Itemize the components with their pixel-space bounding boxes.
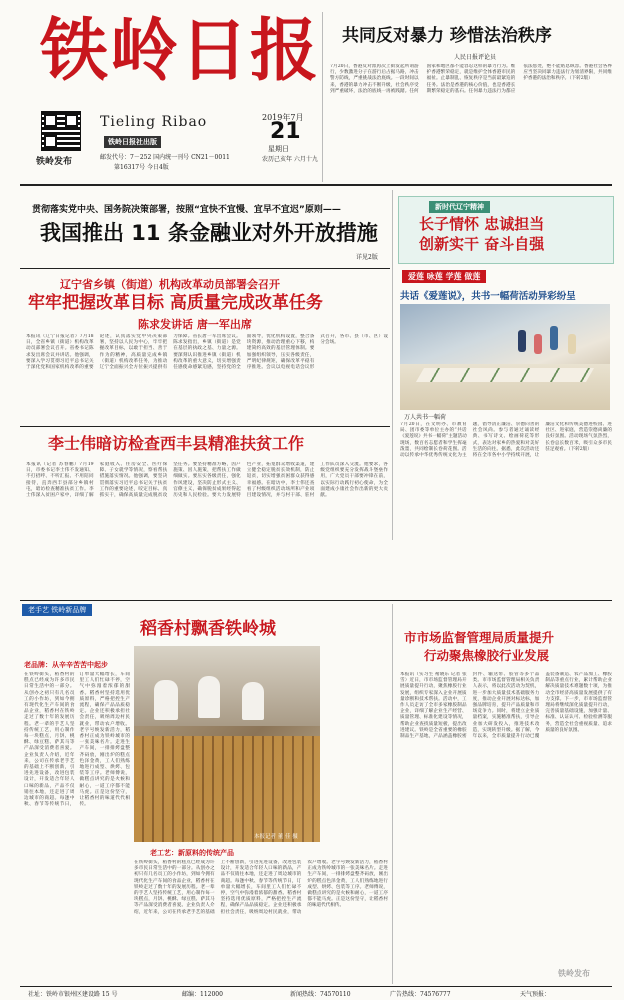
- footer-hotline: 新闻热线：74570110: [290, 991, 351, 998]
- footer-watermark: 铁岭发布: [558, 969, 590, 978]
- masthead-publisher: 铁岭日报社出版: [104, 136, 161, 148]
- lunar-date: 农历己亥年 六月十九: [262, 156, 318, 163]
- masthead-title: 铁岭日报: [40, 11, 321, 91]
- commentary-body: 7月20日，香港反对派再次上街发起所谓游行，少数激进分子在游行后占据马路，冲击警方防线，严重挑战法治底线。一段时间以来，香港的暴力冲击不断升级，社会秩序受到严重破坏，法治的底线一再被践踏。任何国家和地区都不能容忍这样的暴力行为。维护香港繁荣稳定，就是维护全体香港市民的福祉。止暴制乱、恢复秩序是当前最紧迫的任务。法治是香港的核心价值，也是香港长期繁荣稳定的基石。任何暴力违法行为都应依法惩处，绝不能姑息纵容。香港社会各界应当坚决同暴力违法行为划清界限，共同维护香港的法治和秩序。（下转2版）: [330, 64, 612, 94]
- qr-caption: 铁岭发布: [36, 157, 73, 167]
- footer-zip: 邮编：112000: [182, 991, 223, 998]
- reform-headline: 牢牢把握改革目标 高质量完成改革任务: [28, 293, 323, 313]
- issue-number: 第16317号 今日4版: [114, 164, 169, 171]
- lotus-photo-caption: 万人共书一幅荷: [404, 414, 447, 421]
- volunteer-headline: 共话《爱莲说》，共书一幅荷活动异彩纷呈: [400, 291, 576, 302]
- market-headline-1: 市市场监督管理局质量提升: [404, 630, 555, 645]
- volunteer-body: 7月20日，在文明办、市教育局、团市委等单位主办的“共话《爱莲说》共书一幅荷”主题活动现场，数百名志愿者和学生挥毫泼墨，共同绘制长卷荷花图。活动以传承中华优秀传统文化为主题，倡导清正廉洁、崇德向善的社会风尚。参与者通过诵读经典、书写诗文、绘画荷花等形式，表达对家乡的热爱和对美好生活的向往。据悉，此次活动还将在全市各中小学持续开展，让廉洁文化和传统美德进校园、进社区、进家庭，营造崇德尚廉的良好氛围。活动现场气氛热烈，长卷总长数百米，吸引众多市民驻足观看。（下转2版）: [400, 422, 612, 459]
- volunteer-label: 爱莲 咏莲 学莲 做莲: [402, 270, 486, 283]
- poverty-headline: 李士伟暗访检查西丰县精准扶贫工作: [48, 434, 305, 453]
- bakery-photo-caption: 本报记者 董 佳 摄: [254, 834, 298, 840]
- banner-kicker: 贯彻落实党中央、国务院决策部署，按照“宜快不宜慢、宜早不宜迟”原则——: [32, 205, 341, 215]
- side-promo-line2: 创新实干 奋斗自强: [419, 235, 545, 253]
- date-day: 21: [270, 119, 301, 144]
- poverty-body: 本报讯（记者 苏春鹏）7月19日，市委书记李士伟不发通知、不打招呼、不听汇报、不用陪同接待，直奔西丰县部分乡镇村屯，暗访检查精准扶贫工作。李士伟深入贫困户家中，详细了解家庭收入、住房安全、医疗保障、子女就学等情况，察看帮扶措施落实情况。他强调，要坚决贯彻落实习近平总书记关于扶贫工作的重要论述，咬定目标、真抓实干，确保高质量完成脱贫攻坚任务。要坚持精准方略，因户施策、因人施策，把帮扶工作做细做实。要压实各级责任，强化作风建设，坚决防止形式主义、官僚主义，确保脱贫成果经得起历史和人民检验。要大力发展特色产业，拓宽群众增收渠道，建立健全稳定脱贫长效机制，防止返贫，切实增强贫困群众获得感幸福感。在暗访中，李士伟还查看了村级组织活动场所和产业项目建设情况，并与村干部、驻村工作队员深入交流。他要求，各级党组织要充分发挥战斗堡垒作用，广大党员干部要冲锋在前，以实际行动践行初心使命，为全面建成小康社会作出新的更大贡献。: [26, 462, 388, 499]
- bakery-photo: [134, 646, 320, 842]
- side-promo-label: 新时代辽宁精神: [429, 201, 490, 213]
- footer-address: 社址：铁岭市银州区建设路 15 号: [28, 991, 118, 998]
- feature-section-tag: 老手艺 铁岭新品牌: [22, 604, 92, 616]
- reform-kicker: 辽宁省乡镇（街道）机构改革动员部署会召开: [60, 278, 280, 291]
- market-body: 本报讯（实习生 褚晓东 记者 张雪）近日，市市场监督管理局开展质量提升行动，聚焦橡胶行业发展，组织专家深入企业开展质量诊断和技术帮扶。活动中，工作人员走访了全市多家橡胶制品企业，详细了解企业生产经营、质量管理、标准化建设等情况，帮助企业查找质量短板，提出改进建议。铁岭是全省重要的橡胶制品生产基地，产品涵盖橡胶密封件、输送带、胶管等多个品类。市市场监督管理局相关负责人表示，将以此次活动为契机，进一步加大质量技术基础服务力度，推动企业开展对标达标，加强品牌培育，提升产品质量和市场竞争力。同时，将建立企业质量档案，实施精准帮扶，引导企业加大研发投入，推进技术改造，实现转型升级。据了解，今年以来，全市质量提升行动已覆盖装备制造、农产品加工、橡胶制品等重点行业，累计帮助企业解决质量技术难题数十项，为推动全市经济高质量发展提供了有力支撑。下一步，市市场监督管理局将继续深化质量提升行动，完善质量基础设施，加强计量、标准、认证认可、检验检测等服务，营造全社会重视质量、追求质量的良好氛围。: [400, 672, 612, 740]
- date-year-month: 2019年7月: [262, 113, 304, 122]
- footer-weather: 天气预报：: [520, 991, 551, 998]
- market-headline-2: 行动聚焦橡胶行业发展: [424, 648, 550, 663]
- weekday: 星期日: [268, 145, 289, 153]
- feature-body-left: 在铁岭街头，稻香村的糕点已经成为许多市民日常生活中的一部分。从创办之初只有几名员工的小作坊，到如今拥有现代化生产车间的食品企业，稻香村在铁岭走过了数十年的发展历程。老一辈的手艺人坚持传统工艺，用心制作每一块糕点，月饼、桃酥、绿豆糕、萨其马等产品深受消费者喜爱。企业负责人介绍，近年来，公司在传承老手艺的基础上不断创新，引进先进设备，改进包装设计，开发适合年轻人口味的新品，产品不仅销往本地，还走进了周边城市的商超。每逢中秋、春节等传统节日，订单量大幅增长，车间里工人们忙碌不停，空气中弥漫着浓郁的甜香。稻香村坚持选用优质原料，严格把控生产流程，确保产品品质稳定。企业还积极承担社会责任，吸纳周边村民就业，带动农户增收。老字号焕发新活力，稻香村正成为铁岭城市的一张美味名片。走进生产车间，一排排烤盘整齐码放，刚出炉的糕点色泽金黄，工人们熟练地进行成型、烘烤、包装等工序。老师傅说，做糕点讲究的是火候和耐心，一道工序都不能马虎。正是这份坚守，让稻香村的味道代代相传。: [24, 672, 130, 808]
- footer-ad-phone: 广告热线：74576777: [390, 991, 451, 998]
- qr-code[interactable]: [42, 112, 80, 150]
- masthead-pinyin: Tieling Ribao: [100, 114, 208, 130]
- side-promo: [398, 196, 614, 264]
- reform-body: 本报讯（辽宁日报记者）7月18日，全省乡镇（街道）机构改革动员部署会议召开。省委书记陈求发出席会议并讲话。他强调，要深入学习贯彻习近平总书记关于深化党和国家机构改革的重要论述，认真落实党中央决策部署，坚持以人民为中心，牢牢把握改革目标，以敢于担当、善于作为的精神，高质量完成乡镇（街道）机构改革任务，为推动辽宁全面振兴全方位振兴提供有力保障。省长唐一军出席会议。陈求发指出，乡镇（街道）是党在基层的执政之基、力量之源。要深刻认识推进乡镇（街道）机构改革的重大意义，切实增强责任感使命感紧迫感，坚持党的全面领导，优化机构设置，整合条块资源，推动治理重心下移，构建简约高效的基层管理体制。要加强组织领导，压实各级责任，严明纪律规矩，确保改革平稳有序推进。会议以电视电话会议形式召开，各市、县（市、区）设分会场。: [26, 334, 388, 371]
- commentary-source: 人民日报评论员: [454, 54, 497, 61]
- feature-headline: 稻香村飘香铁岭城: [140, 619, 276, 639]
- feature-subhead-1: 老品牌：从辛辛苦苦中起步: [24, 661, 108, 669]
- reform-subhead: 陈求发讲话 唐一军出席: [138, 318, 252, 331]
- banner-continued: 详见2版: [356, 254, 378, 261]
- side-promo-line1: 长子情怀 忠诚担当: [419, 215, 545, 233]
- banner-headline: 我国推出 11 条金融业对外开放措施: [40, 221, 378, 245]
- lotus-event-photo: [400, 304, 610, 410]
- commentary-headline: 共同反对暴力 珍惜法治秩序: [342, 26, 552, 46]
- issue-info: 邮发代号：7－252 国内统一刊号 CN21－0011: [100, 154, 230, 161]
- feature-body-right: 在铁岭街头，稻香村的糕点已经成为许多市民日常生活中的一部分。从创办之初只有几名员工的小作坊，到如今拥有现代化生产车间的食品企业，稻香村在铁岭走过了数十年的发展历程。老一辈的手艺人坚持传统工艺，用心制作每一块糕点，月饼、桃酥、绿豆糕、萨其马等产品深受消费者喜爱。企业负责人介绍，近年来，公司在传承老手艺的基础上不断创新，引进先进设备，改进包装设计，开发适合年轻人口味的新品，产品不仅销往本地，还走进了周边城市的商超。每逢中秋、春节等传统节日，订单量大幅增长，车间里工人们忙碌不停，空气中弥漫着浓郁的甜香。稻香村坚持选用优质原料，严格把控生产流程，确保产品品质稳定。企业还积极承担社会责任，吸纳周边村民就业，带动农户增收。老字号焕发新活力，稻香村正成为铁岭城市的一张美味名片。走进生产车间，一排排烤盘整齐码放，刚出炉的糕点色泽金黄，工人们熟练地进行成型、烘烤、包装等工序。老师傅说，做糕点讲究的是火候和耐心，一道工序都不能马虎。正是这份坚守，让稻香村的味道代代相传。: [134, 860, 388, 915]
- feature-subhead-2: 老工艺：新原料的传统产品: [150, 849, 234, 857]
